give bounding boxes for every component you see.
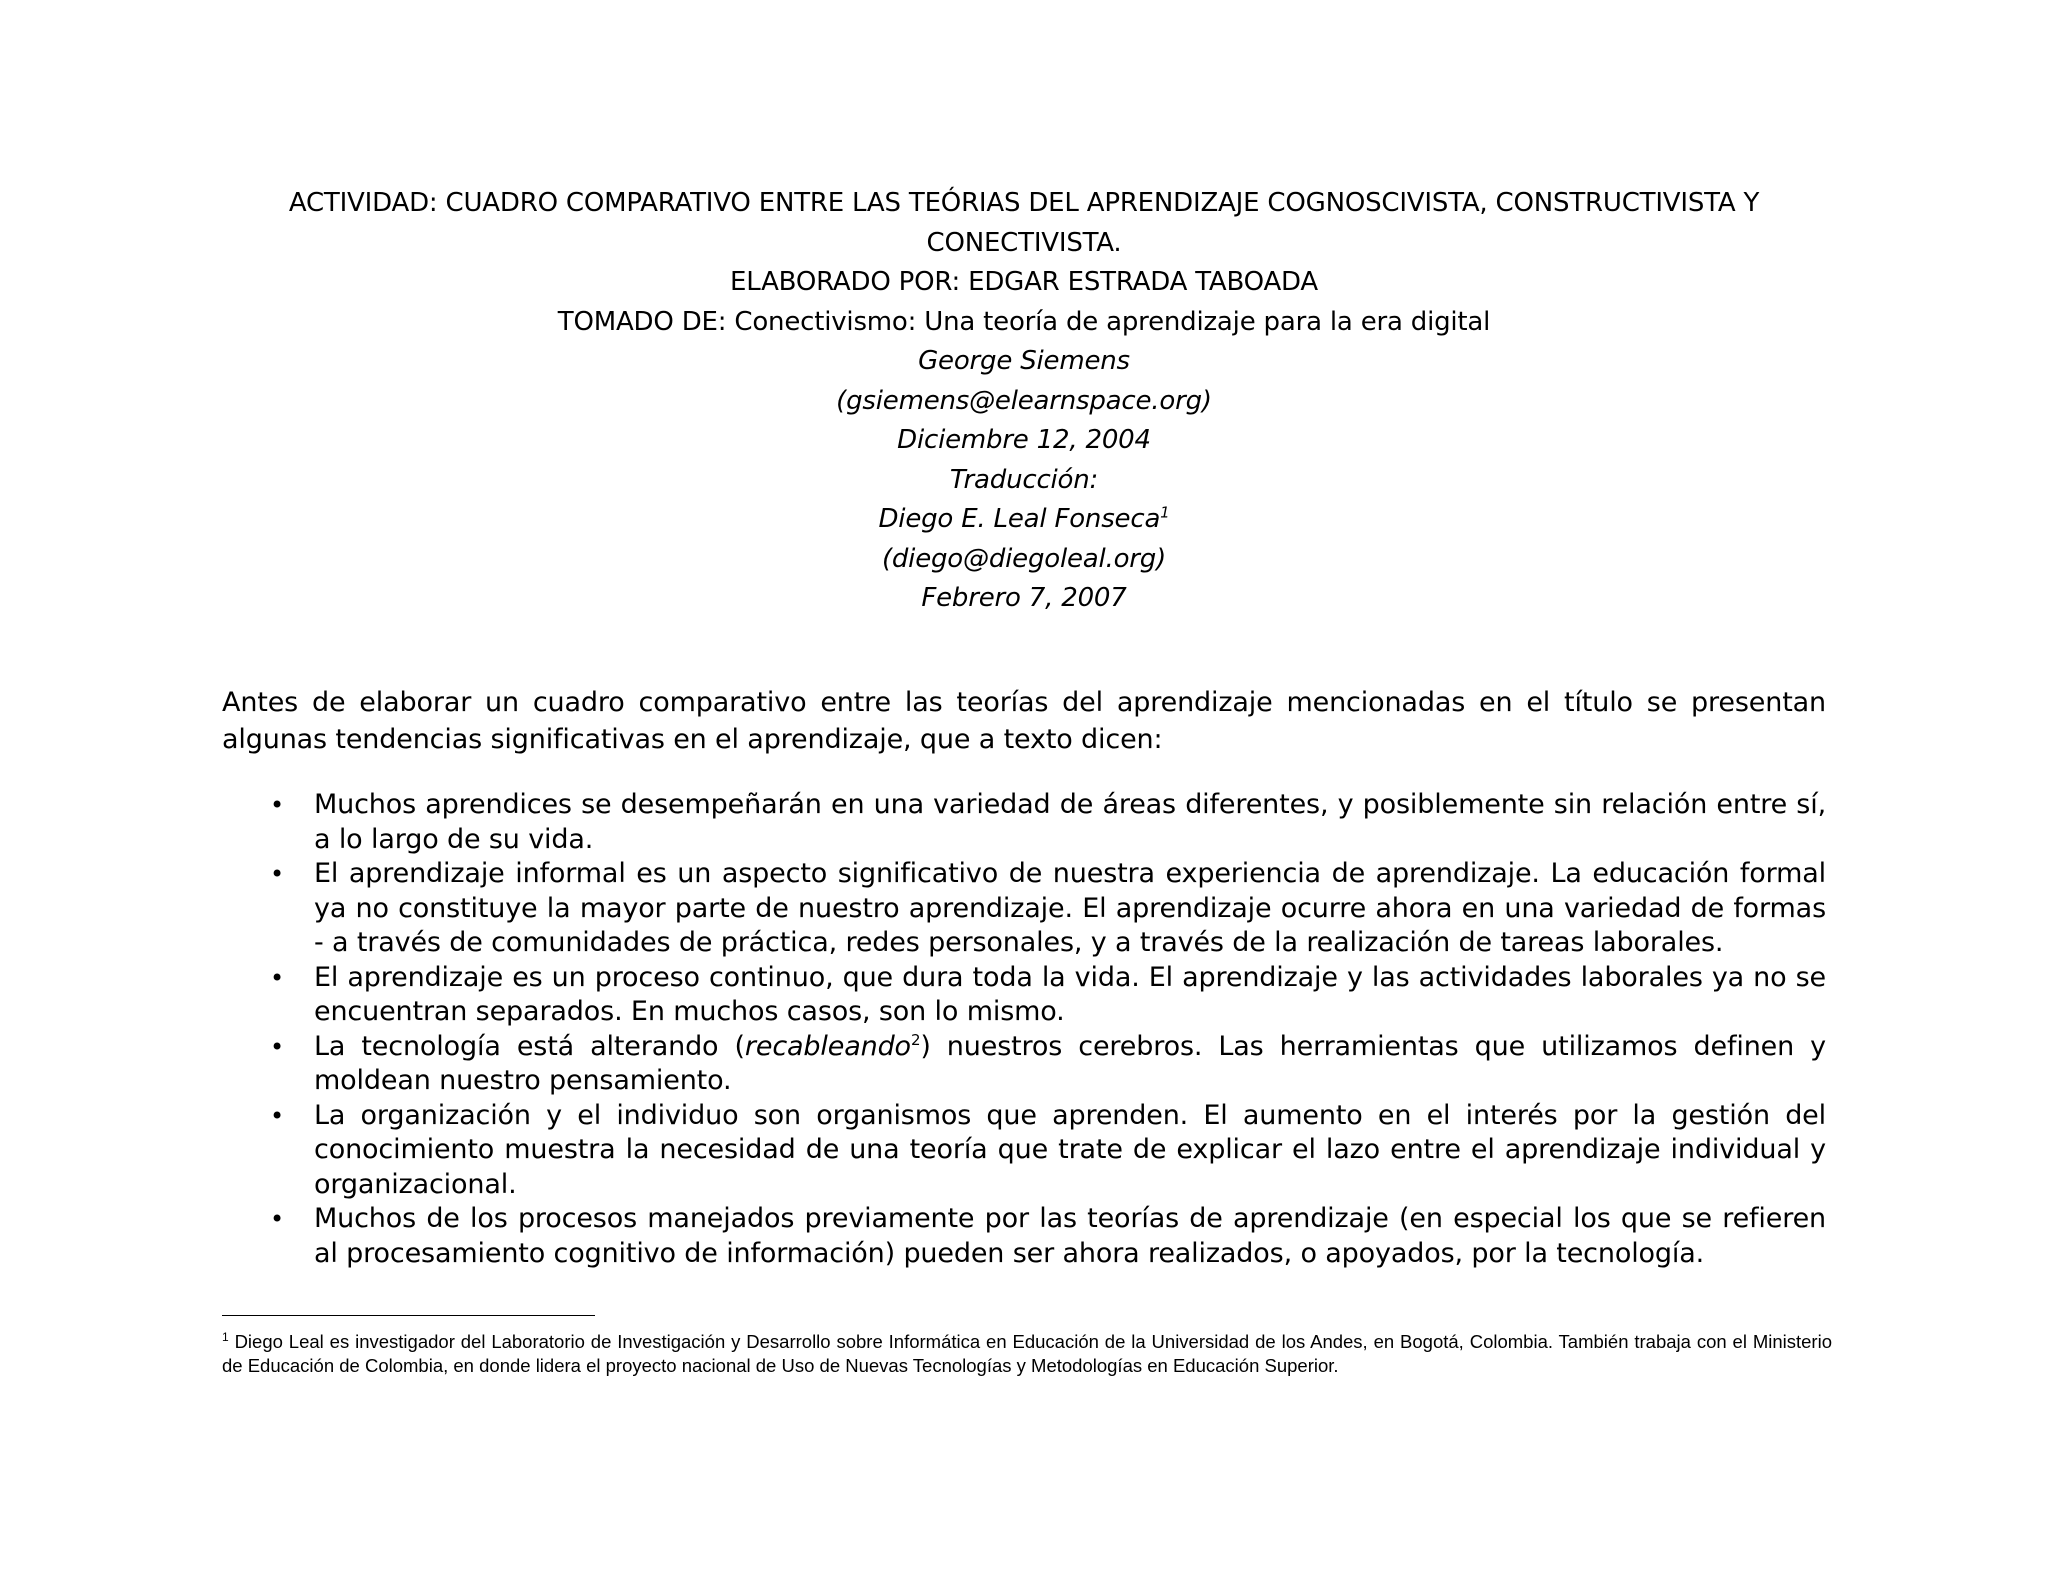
list-item: [222, 1099, 1826, 1203]
list-item: [222, 1030, 1826, 1099]
translation-label: Traducción:: [949, 464, 1099, 495]
bullet-icon: •: [270, 1032, 285, 1061]
translator-email: (diego@diegoleal.org): [881, 543, 1167, 574]
list-item-text: La organización y el individuo son organismos que aprenden. El aumento en el interés por la gestión del conocimiento muestra la necesidad de una teoría que trate de explicar el lazo entre el aprendizaje individual y organizacional.: [314, 1099, 1826, 1200]
list-item: [222, 1202, 1826, 1271]
emphasis-recableando: recableando: [744, 1030, 911, 1062]
list-item-text-end: ) nuestros cerebros. Las herramientas que utilizamos definen y moldean nuestro pensamiento.: [314, 1030, 1827, 1096]
translation-date: Febrero 7, 2007: [921, 583, 1127, 613]
bullet-icon: •: [270, 1101, 285, 1130]
original-date: Diciembre 12, 2004: [897, 425, 1151, 455]
original-author: George Siemens: [918, 346, 1130, 376]
bullet-icon: •: [270, 860, 285, 888]
list-item-text: El aprendizaje informal es un aspecto significativo de nuestra experiencia de aprendizaje. La educación formal ya no constituye la mayor parte de nuestro aprendizaje. El aprendizaje ocurre ahora en una variedad de formas - a través de comunidades de práctica, redes personales, y a través de la realización de tareas laborales.: [314, 858, 1826, 958]
footnote-mark: 1: [222, 1329, 229, 1344]
bullet-icon: •: [270, 1205, 285, 1233]
trends-list: [222, 788, 1826, 1271]
list-item-text: El aprendizaje es un proceso continuo, que dura toda la vida. El aprendizaje y las actividades laborales ya no se encuentran separados. En muchos casos, son lo mismo.: [314, 961, 1826, 1027]
footnote-separator: [222, 1315, 595, 1316]
intro-paragraph: Antes de elaborar un cuadro comparativo entre las teorías del aprendizaje mencionadas en el título se presentan algunas tendencias significativas en el aprendizaje, que a texto dicen:: [222, 687, 1826, 755]
translator-footnote-ref[interactable]: 1: [1160, 503, 1170, 522]
list-item-text-start: La tecnología está alterando (: [314, 1030, 745, 1062]
source-line: TOMADO DE: Conectivismo: Una teoría de aprendizaje para la era digital: [557, 306, 1491, 337]
bullet-icon: •: [270, 791, 285, 819]
document-title: ACTIVIDAD: CUADRO COMPARATIVO ENTRE LAS TEÓRIAS DEL APRENDIZAJE COGNOSCIVISTA, CONSTRUCTIVISTA Y CONECTIVISTA.: [288, 188, 1760, 258]
author-line: ELABORADO POR: EDGAR ESTRADA TABOADA: [729, 267, 1319, 297]
footnote-text: Diego Leal es investigador del Laboratorio de Investigación y Desarrollo sobre Informática en Educación de la Universidad de los Andes, en Bogotá, Colombia. También trabaja con el Ministerio de Educación de Colombia, en donde lidera el proyecto nacional de Uso de Nuevas Tecnologías y Metodologías en Educación Superior.: [222, 1331, 1832, 1376]
original-email: (gsiemens@elearnspace.org): [836, 385, 1212, 416]
document-header: [222, 184, 1826, 619]
bullet-icon: •: [270, 963, 285, 992]
list-item: [222, 961, 1826, 1030]
list-item-text: Muchos aprendices se desempeñarán en una variedad de áreas diferentes, y posiblemente sin relación entre sí, a lo largo de su vida.: [314, 789, 1826, 855]
translator-name: Diego E. Leal Fonseca: [878, 504, 1161, 534]
translator-line: [222, 500, 1826, 540]
list-item-text: [314, 1031, 1826, 1097]
footnote-1: [222, 1330, 1832, 1378]
list-item: [222, 857, 1826, 961]
footnote-ref-2[interactable]: 2: [910, 1030, 921, 1049]
list-item: [222, 788, 1826, 857]
list-item-text: Muchos de los procesos manejados previamente por las teorías de aprendizaje (en especial los que se refieren al procesamiento cognitivo de información) pueden ser ahora realizados, o apoyados, por la tecnología.: [314, 1203, 1826, 1269]
